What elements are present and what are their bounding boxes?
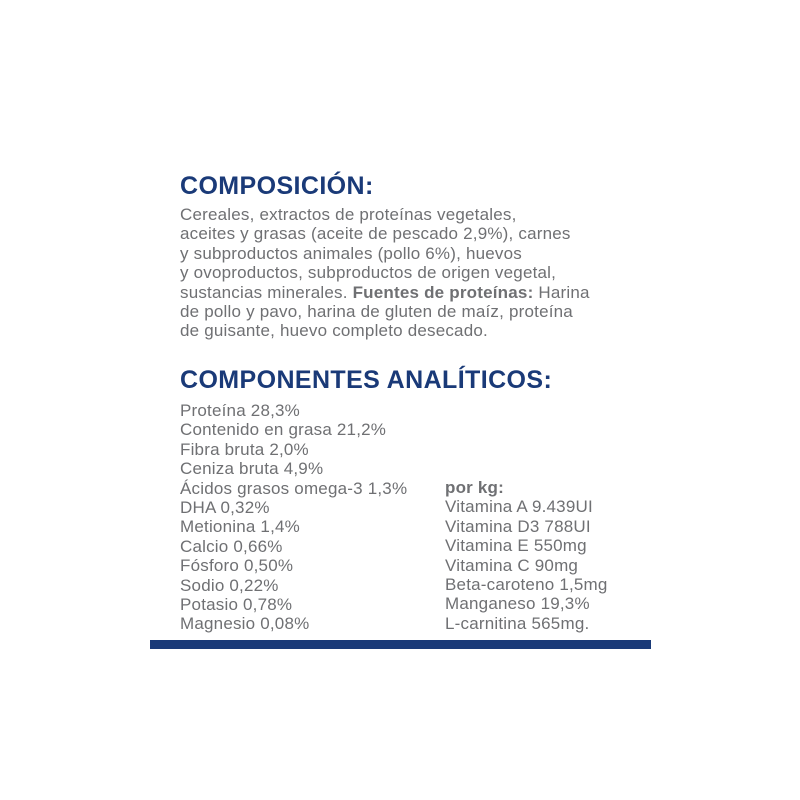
analytical-values-list [180,401,460,634]
per-kg-value-item: L-carnitina 565mg. [445,613,590,633]
composition-line: sustancias minerales. Fuentes de proteínas: Harina [180,282,590,302]
analytical-value-item: Ceniza bruta 4,9% [180,459,324,479]
analytical-value-item: Fibra bruta 2,0% [180,439,309,459]
analytical-value-item: Metionina 1,4% [180,517,300,537]
analytical-value-item: Ácidos grasos omega-3 1,3% [180,478,408,498]
per-kg-value-item: Vitamina E 550mg [445,536,587,556]
analytical-value-item: Magnesio 0,08% [180,614,310,634]
analytical-value-item: DHA 0,32% [180,498,270,518]
analytical-value-item: Fósforo 0,50% [180,556,294,576]
composition-paragraph [180,205,600,341]
per-kg-value-item: Vitamina C 90mg [445,555,579,575]
section-divider-bar [150,640,651,649]
composition-line: y subproductos animales (pollo 6%), huevos [180,243,522,263]
composition-line: Cereales, extractos de proteínas vegetales, [180,205,517,224]
analytical-value-item: Potasio 0,78% [180,595,293,615]
per-kg-column [445,478,608,633]
per-kg-value-item: Vitamina A 9.439UI [445,497,593,517]
analytical-value-item: Proteína 28,3% [180,401,300,420]
analytical-value-item: Contenido en grasa 21,2% [180,420,387,440]
per-kg-value-item: Vitamina D3 788UI [445,516,591,536]
composition-line: y ovoproductos, subproductos de origen vegetal, [180,263,557,283]
composition-line: de pollo y pavo, harina de gluten de maíz, proteína [180,302,573,322]
per-kg-value-item: Beta-caroteno 1,5mg [445,575,608,595]
analytical-value-item: Sodio 0,22% [180,575,279,595]
composition-line: de guisante, huevo completo desecado. [180,321,488,341]
per-kg-values-list [445,497,608,633]
composition-line: aceites y grasas (aceite de pescado 2,9%), carnes [180,224,571,244]
analytical-components-heading: COMPONENTES ANALÍTICOS: [180,366,553,394]
composition-heading: COMPOSICIÓN: [180,172,374,200]
per-kg-label: por kg: [445,478,505,497]
per-kg-value-item: Manganeso 19,3% [445,594,590,614]
analytical-value-item: Calcio 0,66% [180,536,283,556]
